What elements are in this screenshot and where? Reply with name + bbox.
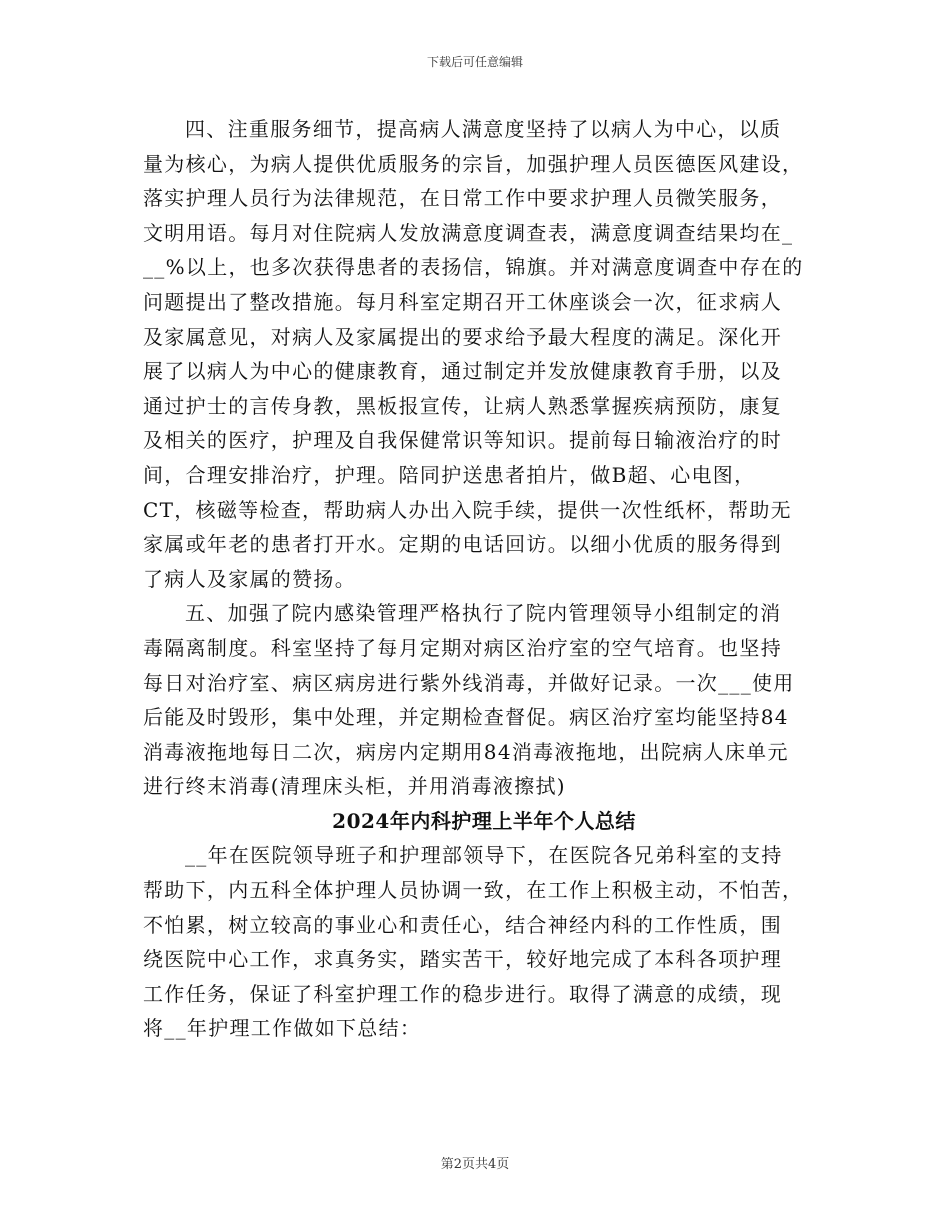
text-line: 绕医院中心工作，求真务实，踏实苦干，较好地完成了本科各项护理 [143,947,782,972]
text-line: 了病人及家属的赞扬。 [143,566,356,591]
text-line: 通过护士的言传身教，黑板报宣传，让病人熟悉掌握疾病预防，康复 [143,393,782,418]
text-line: 将__年护理工作做如下总结： [143,1016,422,1041]
page-number: 第2页共4页 [440,1157,510,1172]
text-line: 毒隔离制度。科室坚持了每月定期对病区治疗室的空气培育。也坚持 [143,635,782,660]
text-line: 量为核心，为病人提供优质服务的宗旨，加强护理人员医德医风建设， [143,151,804,176]
document-body [143,112,807,1046]
text-line: 文明用语。每月对住院病人发放满意度调查表，满意度调查结果均在_ [143,220,794,245]
text-line: 消毒液拖地每日二次，病房内定期用84消毒液拖地，出院病人床单元 [143,739,789,764]
text-line: 及相关的医疗，护理及自我保健常识等知识。提前每日输液治疗的时 [143,428,782,453]
text-line: 工作任务，保证了科室护理工作的稳步进行。取得了满意的成绩，现 [143,981,782,1006]
text-line: 落实护理人员行为法律规范，在日常工作中要求护理人员微笑服务， [143,186,782,211]
text-line: 五、加强了院内感染管理严格执行了院内管理领导小组制定的消 [185,601,782,626]
text-line: 帮助下，内五科全体护理人员协调一致，在工作上积极主动，不怕苦， [143,878,804,903]
text-line: 每日对治疗室、病区病房进行紫外线消毒，并做好记录。一次___使用 [143,670,795,695]
text-line: 间，合理安排治疗，护理。陪同护送患者拍片，做B超、心电图， [143,462,756,487]
text-line: 不怕累，树立较高的事业心和责任心，结合神经内科的工作性质，围 [143,912,782,937]
summary-paragraph [143,838,807,1046]
summary-title: 2024年内科护理上半年个人总结 [332,808,636,833]
text-line: 四、注重服务细节，提高病人满意度坚持了以病人为中心，以质 [185,117,782,141]
text-line: 展了以病人为中心的健康教育，通过制定并发放健康教育手册，以及 [143,359,782,384]
text-line: __年在医院领导班子和护理部领导下，在医院各兄弟科室的支持 [185,843,783,868]
text-line: 问题提出了整改措施。每月科室定期召开工休座谈会一次，征求病人 [143,289,782,314]
text-line: 进行终末消毒(清理床头柜，并用消毒液擦拭) [143,774,566,799]
text-line: 及家属意见，对病人及家属提出的要求给予最大程度的满足。深化开 [143,324,782,349]
section-4-paragraph [143,112,807,596]
text-line: 家属或年老的患者打开水。定期的电话回访。以细小优质的服务得到 [143,532,782,557]
section-5-paragraph [143,596,807,804]
text-line: __%以上，也多次获得患者的表扬信，锦旗。并对满意度调查中存在的 [143,255,804,280]
text-line: CT，核磁等检查，帮助病人办出入院手续，提供一次性纸杯，帮助无 [143,497,792,522]
text-line: 后能及时毁形，集中处理，并定期检查督促。病区治疗室均能坚持84 [143,705,789,730]
page-header: 下载后可任意编辑 [426,55,523,69]
